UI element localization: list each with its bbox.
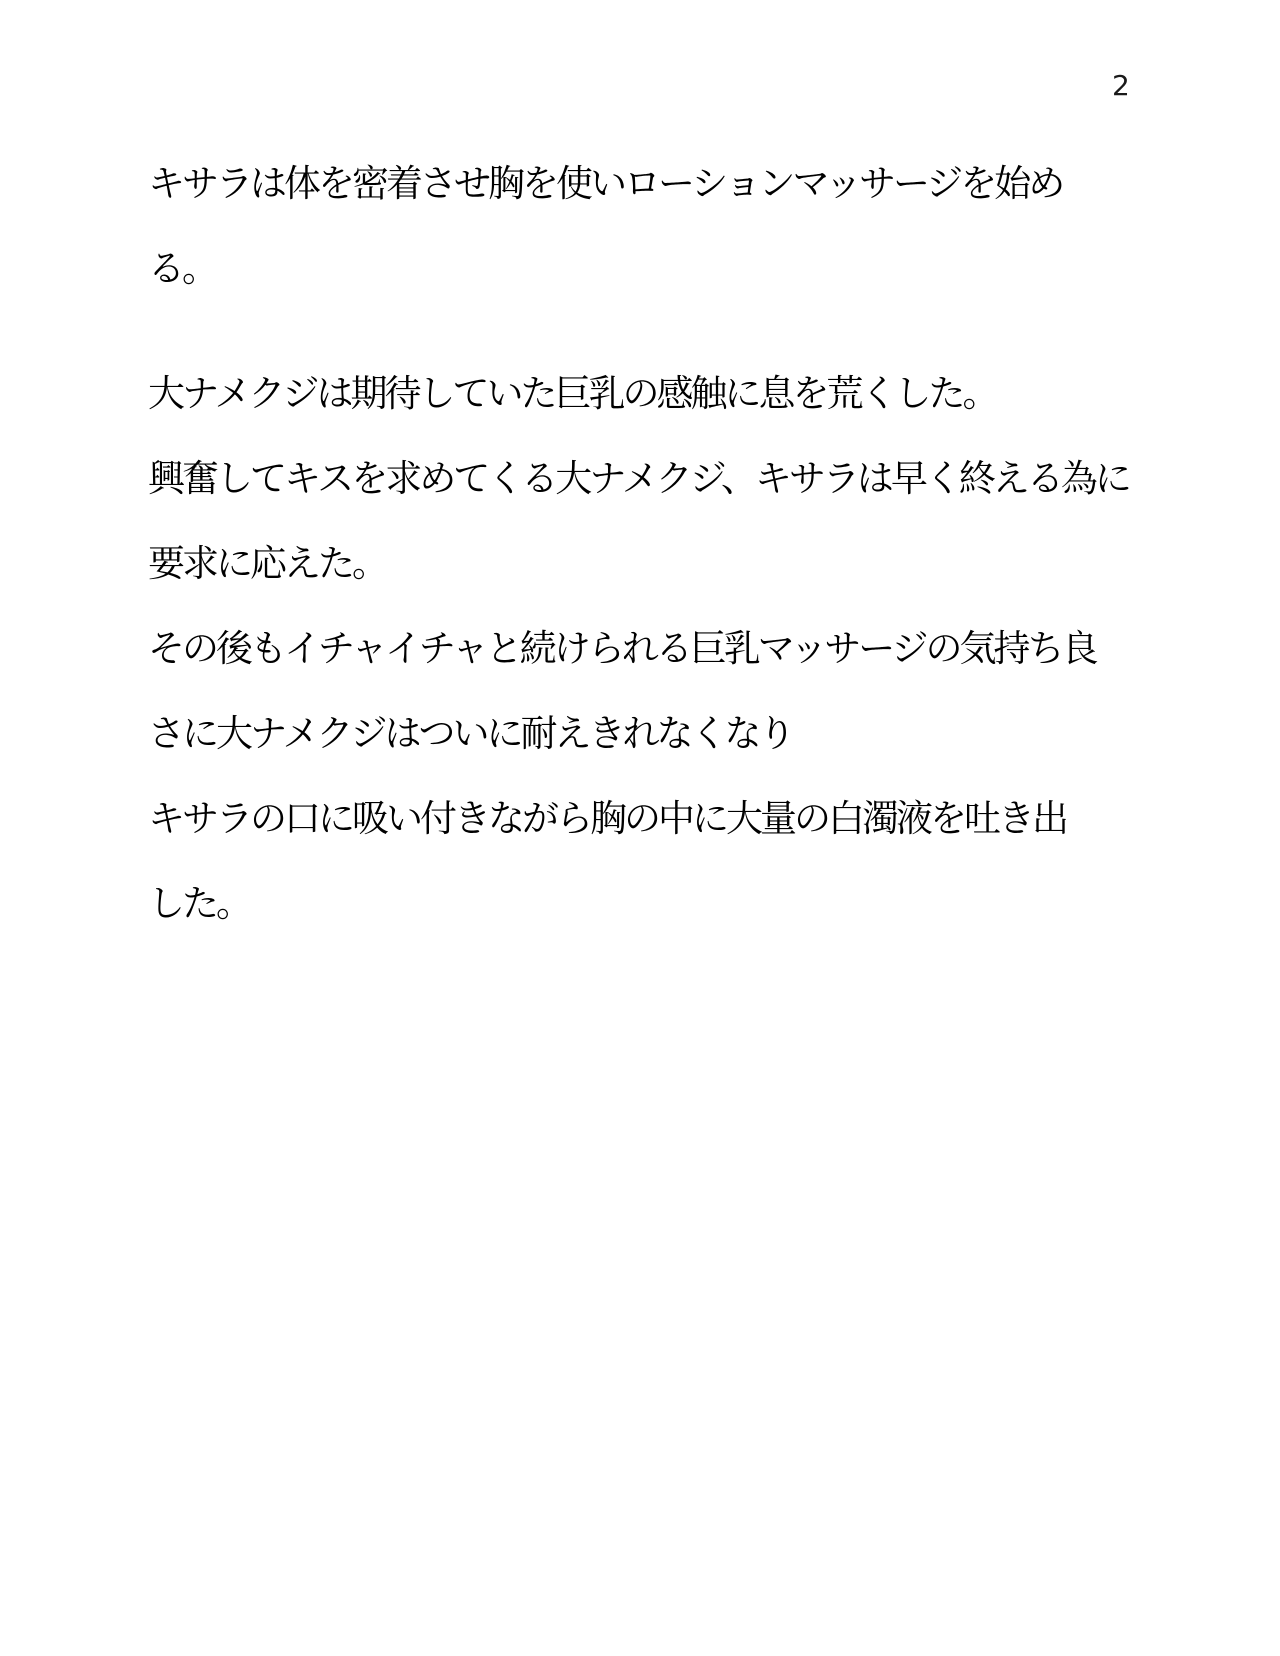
- text-line: さに大ナメクジはついに耐えきれなくなり: [148, 712, 793, 755]
- text-line: 興奮してキスを求めてくる大ナメクジ、キサラは早く終える為に: [148, 457, 1129, 500]
- text-line: 大ナメクジは期待していた巨乳の感触に息を荒くした。: [148, 372, 997, 415]
- text-line: した。: [148, 882, 250, 925]
- text-line: る。: [148, 247, 216, 290]
- text-line: 要求に応えた。: [148, 542, 386, 585]
- text-line: その後もイチャイチャと続けられる巨乳マッサージの気持ち良: [148, 627, 1096, 670]
- document-body: [148, 141, 1138, 946]
- page-number: 2: [1112, 69, 1130, 102]
- text-line: キサラは体を密着させ胸を使いローションマッサージを始め: [148, 162, 1063, 205]
- text-line: キサラの口に吸い付きながら胸の中に大量の白濁液を吐き出: [148, 797, 1066, 840]
